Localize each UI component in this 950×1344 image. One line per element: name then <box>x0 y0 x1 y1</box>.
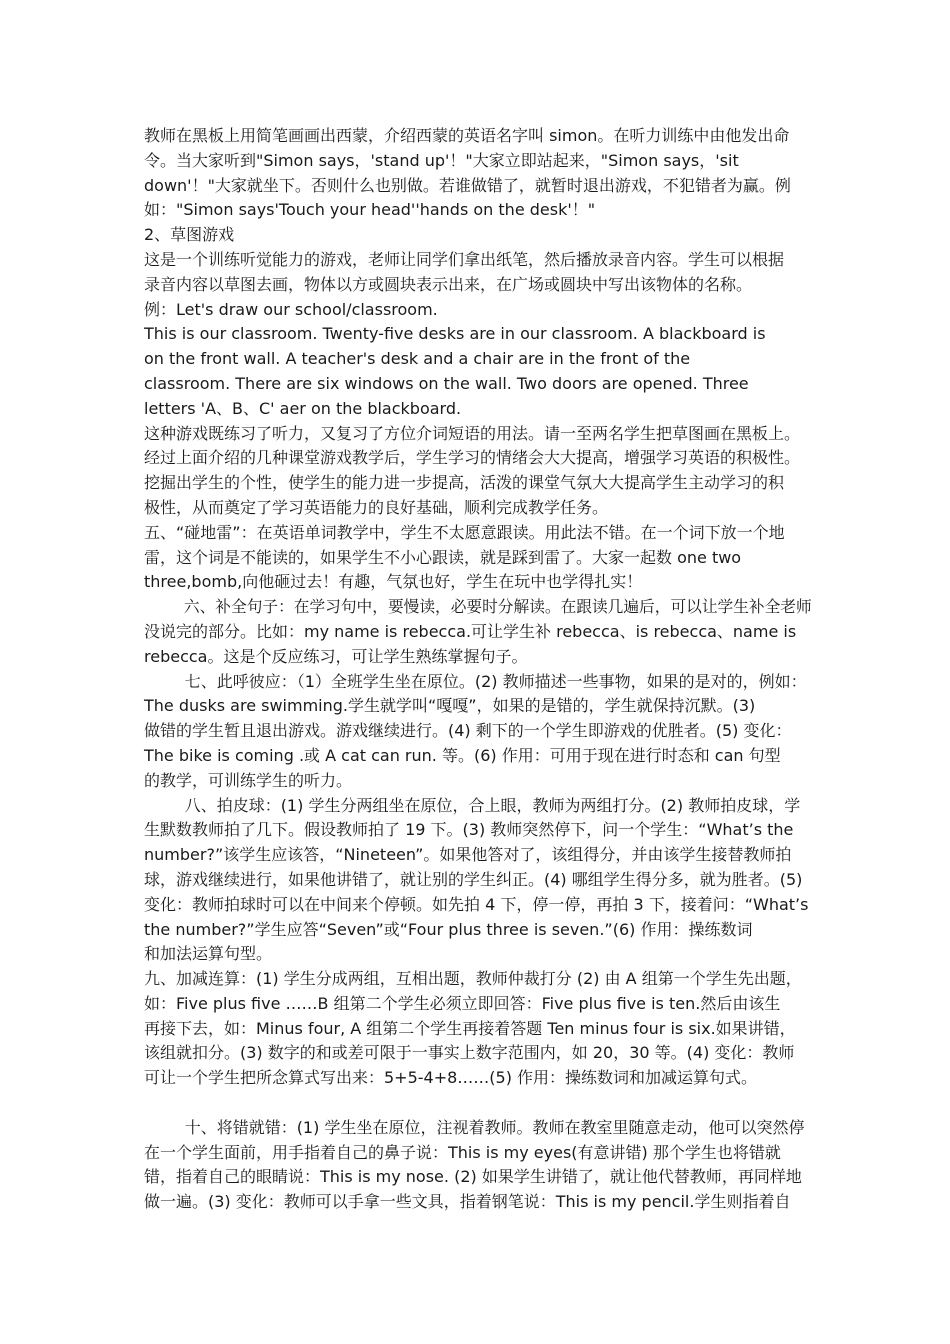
text-line: rebecca。这是个反应练习，可让学生熟练掌握句子。 <box>144 646 528 666</box>
text-line: down'！"大家就坐下。否则什么也别做。若谁做错了，就暂时退出游戏，不犯错者为赢。例 <box>144 175 791 195</box>
text-line: 变化：教师拍球时可以在中间来个停顿。如先拍 4 下，停一停，再拍 3 下，接着问：“What’s <box>144 894 809 914</box>
text-line: 八、拍皮球：(1) 学生分两组坐在原位，合上眼，教师为两组打分。(2) 教师拍皮球，学 <box>144 795 801 815</box>
text-line: The bike is coming .或 A cat can run. 等。(6) 作用：可用于现在进行时态和 can 句型 <box>144 745 781 765</box>
text-line: 九、加减连算：(1) 学生分成两组，互相出题，教师仲裁打分 (2) 由 A 组第一个学生先出题， <box>144 969 802 989</box>
text-line: 做错的学生暂且退出游戏。游戏继续进行。(4) 剩下的一个学生即游戏的优胜者。(5) 变化： <box>144 721 792 741</box>
text-line: 这种游戏既练习了听力，又复习了方位介词短语的用法。请一至两名学生把草图画在黑板上。 <box>144 423 801 443</box>
text-line: 球，游戏继续进行，如果他讲错了，就让别的学生纠正。(4) 哪组学生得分多，就为胜者。(5) <box>144 869 803 889</box>
text-line: 的教学，可训练学生的听力。 <box>144 770 353 790</box>
text-line: 在一个学生面前，用手指着自己的鼻子说：This is my eyes(有意讲错) 那个学生也将错就 <box>144 1142 781 1162</box>
text-line: 教师在黑板上用简笔画画出西蒙，介绍西蒙的英语名字叫 simon。在听力训练中由他发出命 <box>144 126 790 145</box>
document-body <box>144 124 812 1215</box>
text-line: letters 'A、B、C' aer on the blackboard. <box>144 398 462 418</box>
text-line: 录音内容以草图去画，物体以方或圆块表示出来，在广场或圆块中写出该物体的名称。 <box>144 274 753 294</box>
text-line: classroom. There are six windows on the wall. Two doors are opened. Three <box>144 373 749 393</box>
text-line: 生默数教师拍了几下。假设教师拍了 19 下。(3) 教师突然停下，问一个学生：“What’s the <box>144 820 794 840</box>
text-line: 五、“碰地雷”：在英语单词教学中，学生不太愿意跟读。用此法不错。在一个词下放一个地 <box>144 522 785 542</box>
text-line: three,bomb,向他砸过去！有趣，气氛也好，学生在玩中也学得扎实！ <box>144 572 643 592</box>
text-line: 六、补全句子：在学习句中，要慢读，必要时分解读。在跟读几遍后，可以让学生补全老师 <box>144 597 812 617</box>
text-line: 七、此呼彼应：（1）全班学生坐在原位。(2) 教师描述一些事物，如果的是对的，例如： <box>144 671 807 691</box>
text-line: 该组就扣分。(3) 数字的和或差可限于一事实上数字范围内，如 20，30 等。(4) 变化：教师 <box>144 1043 795 1063</box>
text-line: 和加法运算句型。 <box>144 944 273 964</box>
text-line: 再接下去，如：Minus four, A 组第二个学生再接着答题 Ten minus four is six.如果讲错， <box>144 1018 796 1038</box>
text-line: 做一遍。(3) 变化：教师可以手拿一些文具，指着钢笔说：This is my pencil.学生则指着自 <box>144 1192 791 1212</box>
text-line: This is our classroom. Twenty-five desks are in our classroom. A blackboard is <box>144 324 766 344</box>
text-line: the number?”学生应答“Seven”或“Four plus three is seven.”(6) 作用：操练数词 <box>144 919 753 939</box>
text-line: 经过上面介绍的几种课堂游戏教学后，学生学习的情绪会大大提高，增强学习英语的积极性。 <box>144 448 801 468</box>
text-line: 没说完的部分。比如：my name is rebecca.可让学生补 rebecca、is rebecca、name is <box>144 621 797 641</box>
text-line: 极性，从而奠定了学习英语能力的良好基础，顺利完成教学任务。 <box>144 497 609 517</box>
text-line: 例：Let's draw our school/classroom. <box>144 299 438 319</box>
blank-line <box>144 1091 812 1116</box>
text-line: 如："Simon says'Touch your head''hands on the desk'！" <box>144 200 596 220</box>
text-line: on the front wall. A teacher's desk and a chair are in the front of the <box>144 349 691 369</box>
text-line: The dusks are swimming.学生就学叫“嘎嘎”，如果的是错的，学生就保持沉默。(3) <box>144 696 756 716</box>
text-line: number?”该学生应该答，“Nineteen”。如果他答对了，该组得分，并由该学生接替教师拍 <box>144 845 792 865</box>
text-line: 挖掘出学生的个性，使学生的能力进一步提高，活泼的课堂气氛大大提高学生主动学习的积 <box>144 473 785 493</box>
text-line: 这是一个训练听觉能力的游戏，老师让同学们拿出纸笔，然后播放录音内容。学生可以根据 <box>144 249 785 269</box>
section-heading: 2、草图游戏 <box>144 225 235 245</box>
text-line: 十、将错就错：(1) 学生坐在原位，注视着教师。教师在教室里随意走动，他可以突然停 <box>144 1117 805 1137</box>
text-line: 错，指着自己的眼睛说：This is my nose. (2) 如果学生讲错了，就让他代替教师，再同样地 <box>144 1167 802 1187</box>
text-line: 如：Five plus five ……B 组第二个学生必须立即回答：Five plus five is ten.然后由该生 <box>144 993 781 1013</box>
text-line: 令。当大家听到"Simon says，'stand up'！"大家立即站起来，"Simon says，'sit <box>144 150 739 170</box>
text-line: 雷，这个词是不能读的，如果学生不小心跟读，就是踩到雷了。大家一起数 one two <box>144 547 742 567</box>
text-line: 可让一个学生把所念算式写出来：5+5-4+8……(5) 作用：操练数词和加减运算句式。 <box>144 1068 758 1088</box>
